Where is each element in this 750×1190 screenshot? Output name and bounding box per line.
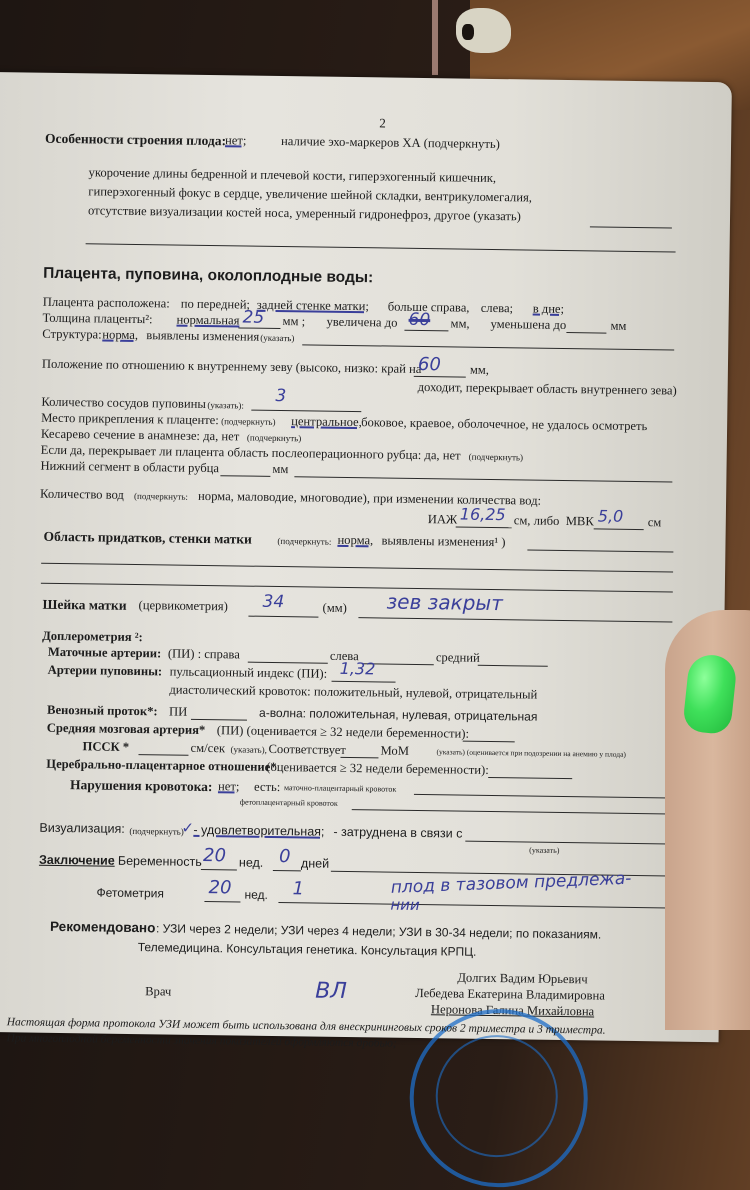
field-underline bbox=[251, 410, 361, 413]
page-number: 2 bbox=[379, 115, 386, 131]
cesarean-hint: (подчеркнуть) bbox=[246, 432, 302, 444]
lower-segment-note-field[interactable] bbox=[294, 476, 672, 482]
uterine-pi-mean-field[interactable] bbox=[478, 665, 548, 667]
mvp-value: 5,0 bbox=[597, 506, 624, 526]
cervix-unit: (мм) bbox=[322, 600, 347, 615]
weeks-unit: нед. bbox=[238, 855, 264, 870]
uterine-pi-right-field[interactable] bbox=[248, 662, 328, 664]
umbilical-pi-value: 1,32 bbox=[339, 658, 376, 679]
vessels-specify: (указать): bbox=[207, 400, 245, 411]
structure-norm: норма, bbox=[102, 327, 139, 343]
placenta-location-label: Плацента расположена: bbox=[42, 294, 170, 311]
cervix-label: Шейка матки bbox=[42, 596, 127, 613]
mca-pi-field[interactable] bbox=[463, 741, 515, 743]
water-hint: (подчеркнуть: bbox=[134, 490, 189, 502]
placenta-heading: Плацента, пуповина, околоплодные воды: bbox=[43, 264, 374, 287]
fetometry-note-line2: нии bbox=[390, 895, 420, 915]
uteroplacental-flow-label: маточно-плацентарный кровоток bbox=[283, 783, 397, 794]
thickness-increased-label: увеличена до bbox=[326, 314, 398, 330]
thickness-decreased-field[interactable] bbox=[566, 332, 606, 334]
conclusion-pregnancy: : Беременность bbox=[110, 853, 202, 869]
field-underline bbox=[594, 528, 644, 530]
doctor-name-1: Долгих Вадим Юрьевич bbox=[457, 970, 588, 987]
position-text2: доходит, перекрывает область внутреннего зева) bbox=[417, 379, 677, 398]
other-marker-field[interactable] bbox=[590, 226, 672, 228]
pssk-field[interactable] bbox=[138, 754, 188, 756]
uterine-pi-mean-label: средний bbox=[435, 650, 480, 665]
attachment-label: Место прикрепления к плаценте: bbox=[41, 410, 219, 428]
adnexa-field-line2[interactable] bbox=[41, 563, 673, 573]
pssk-corresponds: Соответствует bbox=[268, 741, 346, 757]
vessels-value: 3 bbox=[275, 385, 287, 407]
structure-label: Структура: bbox=[42, 326, 102, 342]
umbilical-arteries-label: Артерии пуповины: bbox=[47, 662, 163, 679]
cpr-field[interactable] bbox=[488, 777, 572, 779]
afi-label: ИАЖ bbox=[427, 512, 458, 527]
mm-unit: мм bbox=[272, 461, 289, 477]
cervix-note: зев закрыт bbox=[386, 589, 504, 616]
umbilical-pi-label: пульсационный индекс (ПИ): bbox=[169, 664, 328, 681]
uterine-pi-left-label: слева bbox=[329, 648, 359, 664]
fetometry-note-line1: плод в тазовом предлежа- bbox=[390, 868, 632, 898]
doctor-name-3: Неронова Галина Михайловна bbox=[430, 1002, 595, 1019]
cervix-length-value: 34 bbox=[262, 591, 285, 613]
visualization-difficult: - затруднена в связи с bbox=[333, 824, 463, 841]
mvp-label: МВК bbox=[565, 514, 594, 529]
flow-disorders-yes: есть: bbox=[253, 779, 281, 795]
ultrasound-protocol-page bbox=[0, 72, 732, 1050]
field-underline bbox=[201, 869, 237, 871]
echo-markers-line3: отсутствие визуализации костей носа, умеренный гидронефроз, другое (указать) bbox=[87, 203, 522, 224]
scar-label: Если да, перекрывает ли плацента область послеоперационного рубца: да, нет bbox=[40, 442, 461, 463]
mvp-unit: см bbox=[647, 515, 662, 530]
field-underline bbox=[332, 681, 396, 683]
visualization-difficult-field[interactable] bbox=[465, 841, 669, 845]
visualization-hint: (подчеркнуть) bbox=[129, 825, 184, 837]
flow-disorders-none: нет; bbox=[217, 779, 240, 794]
venous-pi-label: ПИ bbox=[168, 704, 188, 719]
pssk-note: (указать) (оценивается при подозрении на анемию у плода) bbox=[436, 747, 627, 759]
adnexa-norm: норма, bbox=[337, 532, 374, 548]
visualization-label: Визуализация: bbox=[39, 820, 125, 836]
gestation-weeks-value: 20 bbox=[202, 844, 227, 867]
thickness-increased-value: 60 bbox=[408, 309, 431, 331]
adnexa-hint: (подчеркнуть: bbox=[277, 536, 332, 547]
doctor-name-2: Лебедева Екатерина Владимировна bbox=[415, 985, 605, 1003]
pssk-specify: (указать), bbox=[230, 744, 267, 755]
lower-segment-field[interactable] bbox=[220, 475, 270, 477]
fetal-structure-none: нет; bbox=[224, 133, 247, 148]
adnexa-field-line3[interactable] bbox=[41, 583, 673, 593]
days-unit: дней bbox=[300, 856, 330, 871]
field-underline bbox=[404, 330, 448, 332]
background-object bbox=[432, 0, 438, 75]
uterine-pi-right-label: (ПИ) : справа bbox=[167, 646, 240, 662]
pssk-mom-field[interactable] bbox=[340, 757, 378, 759]
structure-specify: (указать) bbox=[260, 332, 295, 344]
vessels-label: Количество сосудов пуповины bbox=[41, 394, 206, 411]
venous-a-wave: а-волна: положительная, нулевая, отрицательная bbox=[258, 705, 538, 724]
attachment-hint: (подчеркнуть) bbox=[221, 416, 276, 427]
fetometry-days-value: 1 bbox=[292, 878, 305, 900]
thickness-decreased-label: уменьшена до bbox=[490, 316, 567, 333]
afi-unit: см, либо bbox=[513, 513, 560, 528]
placenta-thickness-normal: нормальная bbox=[176, 312, 240, 328]
mm-unit: мм, bbox=[469, 362, 490, 377]
background-object bbox=[456, 8, 511, 53]
position-value: 60 bbox=[417, 353, 442, 376]
flow-disorders-label: Нарушения кровотока: bbox=[69, 777, 213, 795]
water-options: норма, маловодие, многоводие), при изменении количества вод: bbox=[198, 488, 542, 508]
echo-markers-line1: укорочение длины бедренной и плечевой кости, гиперэхогенный кишечник, bbox=[88, 165, 497, 186]
placenta-location-fundus: в дне; bbox=[532, 301, 565, 316]
attachment-central: центральное, bbox=[291, 414, 362, 430]
cpr-label: Церебрально-плацентарное отношение* bbox=[46, 756, 277, 775]
footer-note-line1: Настоящая форма протокола УЗИ может быть использована для внескрининговых сроков 2 триместра и 3 триместра. bbox=[6, 1016, 606, 1037]
venous-pi-field[interactable] bbox=[191, 719, 247, 721]
placenta-thickness-label: Толщина плаценты²: bbox=[42, 310, 153, 327]
mm-unit: мм, bbox=[450, 316, 470, 331]
mm-unit: мм bbox=[610, 318, 627, 333]
position-text: Положение по отношению к внутреннему зеву (высоко, низко: край на bbox=[41, 356, 422, 376]
adnexa-field[interactable] bbox=[527, 549, 673, 552]
echo-markers-label: наличие эхо-маркеров ХА (подчеркнуть) bbox=[280, 134, 500, 152]
field-underline bbox=[456, 526, 512, 528]
doctor-label: Врач bbox=[145, 984, 172, 999]
diastolic-flow: диастолический кровоток: положительный, нулевой, отрицательный bbox=[169, 682, 538, 702]
mm-unit: мм ; bbox=[282, 314, 306, 329]
doppler-heading: Доплерометрия ²: bbox=[42, 628, 143, 645]
field-underline bbox=[204, 901, 240, 903]
structure-changes-field[interactable] bbox=[302, 344, 674, 350]
mca-label: Средняя мозговая артерия* bbox=[46, 720, 206, 738]
field-underline bbox=[273, 870, 301, 871]
lower-segment-label: Нижний сегмент в области рубца bbox=[40, 458, 220, 476]
doctor-signature: ВЛ bbox=[315, 978, 348, 1005]
visualization-specify: (указать) bbox=[529, 845, 560, 855]
mca-text: (ПИ) (оценивается ≥ 32 недели беременности): bbox=[216, 723, 470, 741]
field-underline bbox=[278, 902, 668, 908]
recommendations-label: Рекомендовано bbox=[49, 918, 156, 936]
fetometry-weeks-unit: нед. bbox=[244, 887, 269, 902]
recommendations-line1: : УЗИ через 2 недели; УЗИ через 4 недели; УЗИ в 30-34 недели; по показаниям. bbox=[155, 921, 602, 942]
adnexa-label: Область придатков, стенки матки bbox=[43, 528, 252, 547]
structure-changes: выявлены изменения bbox=[146, 328, 260, 344]
fetoplacental-flow-label: фетоплацентарный кровоток bbox=[239, 797, 338, 808]
adnexa-changes: выявлены изменения¹ ) bbox=[381, 533, 506, 550]
pssk-label: ПССК * bbox=[82, 739, 130, 754]
fetometry-label: Фетометрия bbox=[96, 885, 164, 901]
conclusion-label: Заключение bbox=[38, 852, 115, 868]
fetometry-weeks-value: 20 bbox=[208, 877, 232, 899]
venous-duct-label: Венозный проток*: bbox=[47, 702, 158, 719]
uterine-arteries-label: Маточные артерии: bbox=[47, 644, 162, 661]
check-mark-icon: ✓ bbox=[181, 818, 195, 837]
attachment-other-options: боковое, краевое, оболочечное, не удалось осмотреть bbox=[361, 415, 648, 434]
fetoplacental-flow-field[interactable] bbox=[352, 809, 670, 814]
pssk-mom-unit: МоМ bbox=[380, 743, 410, 758]
echo-markers-line2: гиперэхогенный фокус в сердце, увеличение шейной складки, вентрикуломегалия, bbox=[88, 184, 533, 205]
scar-hint: (подчеркнуть) bbox=[468, 451, 524, 463]
afi-value: 16,25 bbox=[459, 504, 506, 525]
uteroplacental-flow-field[interactable] bbox=[414, 794, 670, 799]
visualization-satisfactory: - удовлетворительная; bbox=[193, 822, 325, 839]
placenta-location-right: больше справа, bbox=[387, 299, 470, 315]
pssk-unit: см/сек bbox=[190, 740, 226, 756]
recommendations-line2: Телемедицина. Консультация генетика. Консультация КРПЦ. bbox=[137, 940, 477, 959]
field-underline bbox=[358, 617, 672, 622]
gestation-days-value: 0 bbox=[278, 846, 291, 868]
placenta-location-posterior: задней стенке матки; bbox=[256, 297, 370, 314]
field-underline bbox=[248, 616, 318, 618]
cervix-sub: (цервикометрия) bbox=[138, 598, 228, 614]
placenta-location-left: слева; bbox=[480, 300, 514, 316]
water-label: Количество вод bbox=[40, 486, 124, 502]
footer-note-line2: При многоплодной беременности значения показателей оформляются дробью; bbox=[6, 1032, 397, 1050]
cpr-text: (оценивается ≥ 32 недели беременности): bbox=[266, 759, 489, 777]
other-marker-field-line2[interactable] bbox=[86, 243, 676, 252]
fetal-structure-label: Особенности строения плода: bbox=[44, 130, 227, 149]
placenta-location-anterior: по передней; bbox=[180, 296, 251, 312]
cesarean-label: Кесарево сечение в анамнезе: да, нет bbox=[40, 426, 240, 444]
field-underline bbox=[414, 376, 466, 378]
placenta-thickness-value: 25 bbox=[242, 307, 265, 328]
